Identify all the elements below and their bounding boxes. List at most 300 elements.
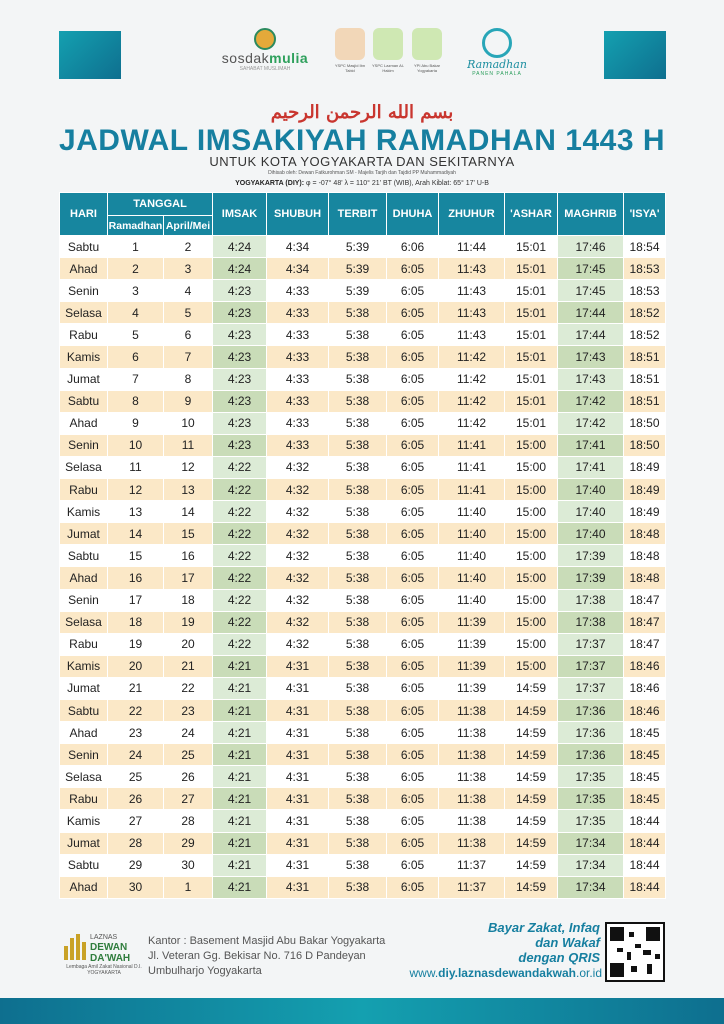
cell-zhuhur: 11:38 xyxy=(439,722,505,744)
cell-imsak: 4:23 xyxy=(213,368,267,390)
cell-shubuh: 4:33 xyxy=(267,390,329,412)
cell-day: Kamis xyxy=(60,810,108,832)
table-row xyxy=(60,434,666,456)
cell-shubuh: 4:34 xyxy=(267,236,329,258)
cell-shubuh: 4:33 xyxy=(267,412,329,434)
coords-label: YOGYAKARTA (DIY): xyxy=(235,180,305,187)
cell-ashar: 15:01 xyxy=(505,368,558,390)
cell-zhuhur: 11:41 xyxy=(439,479,505,501)
cell-dhuha: 6:05 xyxy=(387,633,439,655)
cell-maghrib: 17:40 xyxy=(558,523,624,545)
cell-zhuhur: 11:41 xyxy=(439,434,505,456)
cell-shubuh: 4:31 xyxy=(267,722,329,744)
cell-isya: 18:44 xyxy=(624,854,666,876)
cell-ramadhan-day: 19 xyxy=(108,633,164,655)
cell-ashar: 14:59 xyxy=(505,854,558,876)
cell-terbit: 5:38 xyxy=(329,810,387,832)
ramadhan-panen-pahala-logo xyxy=(462,26,532,86)
header-maghrib: MAGHRIB xyxy=(558,193,624,236)
cell-terbit: 5:38 xyxy=(329,699,387,721)
cell-day: Rabu xyxy=(60,324,108,346)
cell-imsak: 4:21 xyxy=(213,699,267,721)
cell-zhuhur: 11:40 xyxy=(439,545,505,567)
table-row xyxy=(60,611,666,633)
cell-shubuh: 4:31 xyxy=(267,876,329,898)
cell-zhuhur: 11:40 xyxy=(439,567,505,589)
cell-gregorian-day: 16 xyxy=(164,545,213,567)
cell-imsak: 4:22 xyxy=(213,567,267,589)
table-row xyxy=(60,302,666,324)
table-row xyxy=(60,810,666,832)
cell-day: Kamis xyxy=(60,346,108,368)
laz-name-2: DA'WAH xyxy=(90,952,131,964)
cell-gregorian-day: 6 xyxy=(164,324,213,346)
cell-imsak: 4:23 xyxy=(213,390,267,412)
cell-ashar: 15:01 xyxy=(505,324,558,346)
table-row xyxy=(60,523,666,545)
cell-isya: 18:50 xyxy=(624,412,666,434)
header-imsak: IMSAK xyxy=(213,193,267,236)
cell-ashar: 15:01 xyxy=(505,258,558,280)
cell-zhuhur: 11:43 xyxy=(439,302,505,324)
cell-day: Sabtu xyxy=(60,699,108,721)
cell-day: Senin xyxy=(60,589,108,611)
page-title: JADWAL IMSAKIYAH RAMADHAN 1443 H xyxy=(58,124,666,157)
site-prefix: www. xyxy=(409,966,439,980)
cell-maghrib: 17:35 xyxy=(558,810,624,832)
cell-gregorian-day: 20 xyxy=(164,633,213,655)
cell-maghrib: 17:34 xyxy=(558,876,624,898)
sosdak-mark-icon xyxy=(254,28,276,50)
cell-day: Jumat xyxy=(60,368,108,390)
header-shubuh: SHUBUH xyxy=(267,193,329,236)
cell-ashar: 15:01 xyxy=(505,280,558,302)
cell-imsak: 4:21 xyxy=(213,854,267,876)
header-terbit: TERBIT xyxy=(329,193,387,236)
cell-day: Sabtu xyxy=(60,236,108,258)
cell-zhuhur: 11:42 xyxy=(439,412,505,434)
table-row xyxy=(60,324,666,346)
cell-dhuha: 6:05 xyxy=(387,699,439,721)
cell-shubuh: 4:33 xyxy=(267,280,329,302)
cell-zhuhur: 11:38 xyxy=(439,744,505,766)
zakat-qris-callout xyxy=(470,920,600,965)
cell-ramadhan-day: 17 xyxy=(108,589,164,611)
cell-shubuh: 4:31 xyxy=(267,655,329,677)
cell-maghrib: 17:39 xyxy=(558,567,624,589)
cell-shubuh: 4:32 xyxy=(267,479,329,501)
table-row xyxy=(60,633,666,655)
cell-shubuh: 4:33 xyxy=(267,368,329,390)
table-row xyxy=(60,832,666,854)
cell-maghrib: 17:46 xyxy=(558,236,624,258)
header-ashar: 'ASHAR xyxy=(505,193,558,236)
zakat-line-3: dengan QRIS xyxy=(518,950,600,965)
header-ramadhan: Ramadhan xyxy=(108,216,164,236)
cell-dhuha: 6:06 xyxy=(387,236,439,258)
table-row xyxy=(60,368,666,390)
cell-shubuh: 4:32 xyxy=(267,611,329,633)
cell-ashar: 14:59 xyxy=(505,722,558,744)
laznas-mosque-icon xyxy=(64,934,86,960)
cell-ramadhan-day: 24 xyxy=(108,744,164,766)
cell-dhuha: 6:05 xyxy=(387,479,439,501)
cell-maghrib: 17:42 xyxy=(558,390,624,412)
cell-maghrib: 17:38 xyxy=(558,589,624,611)
cell-maghrib: 17:34 xyxy=(558,832,624,854)
cell-maghrib: 17:40 xyxy=(558,479,624,501)
site-domain: diy.laznasdewandakwah xyxy=(438,966,576,980)
cell-dhuha: 6:05 xyxy=(387,390,439,412)
table-row xyxy=(60,766,666,788)
ramadhan-logo-text: Ramadhan xyxy=(467,58,527,71)
cell-ramadhan-day: 9 xyxy=(108,412,164,434)
cell-shubuh: 4:32 xyxy=(267,501,329,523)
cell-zhuhur: 11:38 xyxy=(439,832,505,854)
cell-day: Ahad xyxy=(60,258,108,280)
cell-day: Selasa xyxy=(60,456,108,478)
table-row xyxy=(60,501,666,523)
cell-ashar: 14:59 xyxy=(505,744,558,766)
cell-shubuh: 4:33 xyxy=(267,434,329,456)
cell-imsak: 4:21 xyxy=(213,744,267,766)
cell-gregorian-day: 19 xyxy=(164,611,213,633)
cell-imsak: 4:22 xyxy=(213,479,267,501)
cell-day: Kamis xyxy=(60,501,108,523)
header-tanggal: TANGGAL xyxy=(108,193,213,216)
cell-ashar: 15:00 xyxy=(505,633,558,655)
cell-shubuh: 4:32 xyxy=(267,567,329,589)
cell-zhuhur: 11:40 xyxy=(439,523,505,545)
cell-isya: 18:49 xyxy=(624,501,666,523)
cell-ashar: 15:00 xyxy=(505,589,558,611)
cell-imsak: 4:22 xyxy=(213,501,267,523)
yp3-label: YPI Abu Bakar Yogyakarta xyxy=(413,63,440,74)
cell-day: Selasa xyxy=(60,766,108,788)
cell-maghrib: 17:35 xyxy=(558,788,624,810)
cell-gregorian-day: 9 xyxy=(164,390,213,412)
cell-isya: 18:44 xyxy=(624,876,666,898)
cell-terbit: 5:38 xyxy=(329,744,387,766)
cell-ashar: 15:00 xyxy=(505,567,558,589)
cell-day: Ahad xyxy=(60,567,108,589)
cell-ramadhan-day: 4 xyxy=(108,302,164,324)
cell-maghrib: 17:40 xyxy=(558,501,624,523)
table-row xyxy=(60,722,666,744)
cell-ramadhan-day: 22 xyxy=(108,699,164,721)
cell-terbit: 5:38 xyxy=(329,346,387,368)
table-row xyxy=(60,236,666,258)
sosdak-name-1: sosdak xyxy=(221,50,270,66)
cell-shubuh: 4:31 xyxy=(267,744,329,766)
cell-gregorian-day: 27 xyxy=(164,788,213,810)
cell-ashar: 14:59 xyxy=(505,876,558,898)
cell-day: Senin xyxy=(60,280,108,302)
cell-shubuh: 4:31 xyxy=(267,854,329,876)
cell-day: Selasa xyxy=(60,302,108,324)
cell-shubuh: 4:32 xyxy=(267,633,329,655)
cell-ashar: 14:59 xyxy=(505,788,558,810)
cell-terbit: 5:38 xyxy=(329,677,387,699)
cell-terbit: 5:38 xyxy=(329,567,387,589)
cell-gregorian-day: 17 xyxy=(164,567,213,589)
cell-ashar: 14:59 xyxy=(505,699,558,721)
cell-zhuhur: 11:42 xyxy=(439,368,505,390)
cell-terbit: 5:38 xyxy=(329,523,387,545)
laz-footnote: Lembaga Amil Zakat Nasional D.I. YOGYAKARTA xyxy=(66,964,142,976)
cell-imsak: 4:23 xyxy=(213,346,267,368)
cell-day: Kamis xyxy=(60,655,108,677)
cell-isya: 18:48 xyxy=(624,545,666,567)
cell-gregorian-day: 5 xyxy=(164,302,213,324)
cell-ashar: 15:01 xyxy=(505,302,558,324)
page-subtitle: UNTUK KOTA YOGYAKARTA DAN SEKITARNYA xyxy=(209,154,515,169)
table-row xyxy=(60,677,666,699)
cell-imsak: 4:22 xyxy=(213,523,267,545)
table-row xyxy=(60,567,666,589)
cell-terbit: 5:39 xyxy=(329,236,387,258)
cell-isya: 18:53 xyxy=(624,258,666,280)
cell-maghrib: 17:45 xyxy=(558,258,624,280)
cell-day: Jumat xyxy=(60,677,108,699)
office-line-3: Umbulharjo Yogyakarta xyxy=(148,965,262,977)
sosdak-mulia-logo xyxy=(210,28,320,76)
cell-isya: 18:48 xyxy=(624,567,666,589)
cell-ashar: 15:01 xyxy=(505,346,558,368)
qris-code-icon[interactable] xyxy=(605,922,665,982)
cell-dhuha: 6:05 xyxy=(387,766,439,788)
cell-maghrib: 17:43 xyxy=(558,346,624,368)
cell-isya: 18:51 xyxy=(624,390,666,412)
cell-gregorian-day: 12 xyxy=(164,456,213,478)
cell-isya: 18:50 xyxy=(624,434,666,456)
cell-ramadhan-day: 7 xyxy=(108,368,164,390)
sosdak-name-2: mulia xyxy=(269,50,309,66)
cell-isya: 18:51 xyxy=(624,368,666,390)
cell-ramadhan-day: 18 xyxy=(108,611,164,633)
cell-gregorian-day: 23 xyxy=(164,699,213,721)
cell-zhuhur: 11:42 xyxy=(439,390,505,412)
laz-name-1: DEWAN xyxy=(90,941,128,953)
cell-ashar: 15:01 xyxy=(505,236,558,258)
laznas-dewan-dawah-logo xyxy=(64,934,144,984)
ypi-abu-bakar-logo xyxy=(412,28,442,60)
cell-terbit: 5:38 xyxy=(329,832,387,854)
table-row xyxy=(60,854,666,876)
cell-imsak: 4:22 xyxy=(213,611,267,633)
cell-gregorian-day: 4 xyxy=(164,280,213,302)
cell-terbit: 5:38 xyxy=(329,434,387,456)
cell-isya: 18:48 xyxy=(624,523,666,545)
cell-imsak: 4:23 xyxy=(213,434,267,456)
cell-shubuh: 4:31 xyxy=(267,766,329,788)
cell-ramadhan-day: 1 xyxy=(108,236,164,258)
cell-gregorian-day: 18 xyxy=(164,589,213,611)
cell-ramadhan-day: 15 xyxy=(108,545,164,567)
cell-maghrib: 17:42 xyxy=(558,412,624,434)
table-row xyxy=(60,545,666,567)
header-april-mei: April/Mei xyxy=(164,216,213,236)
cell-shubuh: 4:33 xyxy=(267,346,329,368)
hisab-note: Dihisab oleh: Dewan Fatkurohman SM - Majelis Tarjih dan Tajdid PP Muhammadiyah xyxy=(268,170,456,176)
cell-isya: 18:46 xyxy=(624,655,666,677)
cell-imsak: 4:21 xyxy=(213,655,267,677)
cell-imsak: 4:23 xyxy=(213,280,267,302)
cell-isya: 18:49 xyxy=(624,456,666,478)
cell-day: Ahad xyxy=(60,412,108,434)
cell-shubuh: 4:32 xyxy=(267,589,329,611)
cell-ramadhan-day: 14 xyxy=(108,523,164,545)
cell-day: Sabtu xyxy=(60,545,108,567)
cell-gregorian-day: 13 xyxy=(164,479,213,501)
cell-dhuha: 6:05 xyxy=(387,280,439,302)
office-line-1: Kantor : Basement Masjid Abu Bakar Yogyakarta xyxy=(148,935,386,947)
cell-imsak: 4:23 xyxy=(213,412,267,434)
cell-day: Jumat xyxy=(60,832,108,854)
cell-zhuhur: 11:38 xyxy=(439,766,505,788)
website-link[interactable] xyxy=(392,966,602,980)
cell-terbit: 5:39 xyxy=(329,280,387,302)
cell-gregorian-day: 25 xyxy=(164,744,213,766)
cell-ashar: 14:59 xyxy=(505,677,558,699)
cell-dhuha: 6:05 xyxy=(387,324,439,346)
cell-ramadhan-day: 3 xyxy=(108,280,164,302)
cell-imsak: 4:22 xyxy=(213,633,267,655)
cell-gregorian-day: 26 xyxy=(164,766,213,788)
cell-imsak: 4:21 xyxy=(213,766,267,788)
cell-shubuh: 4:33 xyxy=(267,324,329,346)
cell-imsak: 4:21 xyxy=(213,832,267,854)
table-row xyxy=(60,876,666,898)
table-row xyxy=(60,280,666,302)
cell-maghrib: 17:36 xyxy=(558,722,624,744)
cell-dhuha: 6:05 xyxy=(387,677,439,699)
cell-terbit: 5:38 xyxy=(329,766,387,788)
cell-gregorian-day: 2 xyxy=(164,236,213,258)
ramadhan-crescent-icon xyxy=(482,28,512,58)
cell-imsak: 4:24 xyxy=(213,258,267,280)
cell-day: Senin xyxy=(60,744,108,766)
cell-isya: 18:47 xyxy=(624,611,666,633)
cell-maghrib: 17:34 xyxy=(558,854,624,876)
cell-zhuhur: 11:40 xyxy=(439,501,505,523)
cell-terbit: 5:38 xyxy=(329,324,387,346)
cell-terbit: 5:38 xyxy=(329,633,387,655)
cell-ashar: 15:00 xyxy=(505,434,558,456)
cell-dhuha: 6:05 xyxy=(387,523,439,545)
cell-terbit: 5:38 xyxy=(329,479,387,501)
cell-shubuh: 4:31 xyxy=(267,810,329,832)
cell-imsak: 4:24 xyxy=(213,236,267,258)
cell-ramadhan-day: 8 xyxy=(108,390,164,412)
cell-dhuha: 6:05 xyxy=(387,412,439,434)
cell-day: Sabtu xyxy=(60,390,108,412)
yp1-label: YSPC Masjid Ibn Tabid xyxy=(334,63,366,74)
cell-ramadhan-day: 11 xyxy=(108,456,164,478)
cell-zhuhur: 11:44 xyxy=(439,236,505,258)
table-row xyxy=(60,390,666,412)
table-row xyxy=(60,655,666,677)
cell-dhuha: 6:05 xyxy=(387,302,439,324)
cell-zhuhur: 11:43 xyxy=(439,280,505,302)
cell-isya: 18:44 xyxy=(624,810,666,832)
cell-dhuha: 6:05 xyxy=(387,368,439,390)
cell-ramadhan-day: 30 xyxy=(108,876,164,898)
cell-terbit: 5:38 xyxy=(329,854,387,876)
cell-maghrib: 17:44 xyxy=(558,324,624,346)
cell-terbit: 5:38 xyxy=(329,390,387,412)
cell-dhuha: 6:05 xyxy=(387,545,439,567)
cell-dhuha: 6:05 xyxy=(387,655,439,677)
cell-isya: 18:46 xyxy=(624,677,666,699)
header-zhuhur: ZHUHUR xyxy=(439,193,505,236)
laz-small-label: LAZNAS xyxy=(90,934,118,941)
cell-zhuhur: 11:39 xyxy=(439,677,505,699)
corner-decoration-right xyxy=(604,31,666,79)
cell-shubuh: 4:33 xyxy=(267,302,329,324)
cell-dhuha: 6:05 xyxy=(387,788,439,810)
cell-shubuh: 4:34 xyxy=(267,258,329,280)
cell-ramadhan-day: 26 xyxy=(108,788,164,810)
cell-maghrib: 17:35 xyxy=(558,766,624,788)
cell-gregorian-day: 1 xyxy=(164,876,213,898)
cell-ashar: 15:00 xyxy=(505,523,558,545)
cell-isya: 18:47 xyxy=(624,633,666,655)
cell-dhuha: 6:05 xyxy=(387,722,439,744)
cell-ashar: 15:00 xyxy=(505,545,558,567)
cell-isya: 18:53 xyxy=(624,280,666,302)
cell-zhuhur: 11:43 xyxy=(439,324,505,346)
imsakiyah-schedule-table xyxy=(59,192,666,899)
cell-ashar: 15:01 xyxy=(505,390,558,412)
cell-gregorian-day: 24 xyxy=(164,722,213,744)
cell-gregorian-day: 30 xyxy=(164,854,213,876)
cell-terbit: 5:38 xyxy=(329,722,387,744)
cell-dhuha: 6:05 xyxy=(387,434,439,456)
cell-ramadhan-day: 25 xyxy=(108,766,164,788)
cell-maghrib: 17:41 xyxy=(558,456,624,478)
cell-ashar: 14:59 xyxy=(505,766,558,788)
cell-ashar: 15:00 xyxy=(505,611,558,633)
header-hari: HARI xyxy=(60,193,108,236)
cell-ramadhan-day: 5 xyxy=(108,324,164,346)
yspc-lazman-logo xyxy=(373,28,403,60)
header-dhuha: DHUHA xyxy=(387,193,439,236)
cell-isya: 18:47 xyxy=(624,589,666,611)
cell-ramadhan-day: 20 xyxy=(108,655,164,677)
corner-decoration-left xyxy=(59,31,121,79)
cell-ramadhan-day: 21 xyxy=(108,677,164,699)
cell-zhuhur: 11:41 xyxy=(439,456,505,478)
cell-isya: 18:46 xyxy=(624,699,666,721)
cell-day: Senin xyxy=(60,434,108,456)
cell-ramadhan-day: 6 xyxy=(108,346,164,368)
cell-gregorian-day: 11 xyxy=(164,434,213,456)
cell-ramadhan-day: 23 xyxy=(108,722,164,744)
table-row xyxy=(60,258,666,280)
cell-terbit: 5:38 xyxy=(329,788,387,810)
coordinates-line xyxy=(0,180,724,187)
cell-ashar: 15:00 xyxy=(505,655,558,677)
office-address xyxy=(148,934,385,979)
cell-isya: 18:45 xyxy=(624,766,666,788)
cell-ramadhan-day: 10 xyxy=(108,434,164,456)
cell-isya: 18:45 xyxy=(624,722,666,744)
cell-ashar: 14:59 xyxy=(505,810,558,832)
cell-gregorian-day: 21 xyxy=(164,655,213,677)
ramadhan-logo-subtext: PANEN PAHALA xyxy=(472,71,522,77)
cell-imsak: 4:21 xyxy=(213,677,267,699)
